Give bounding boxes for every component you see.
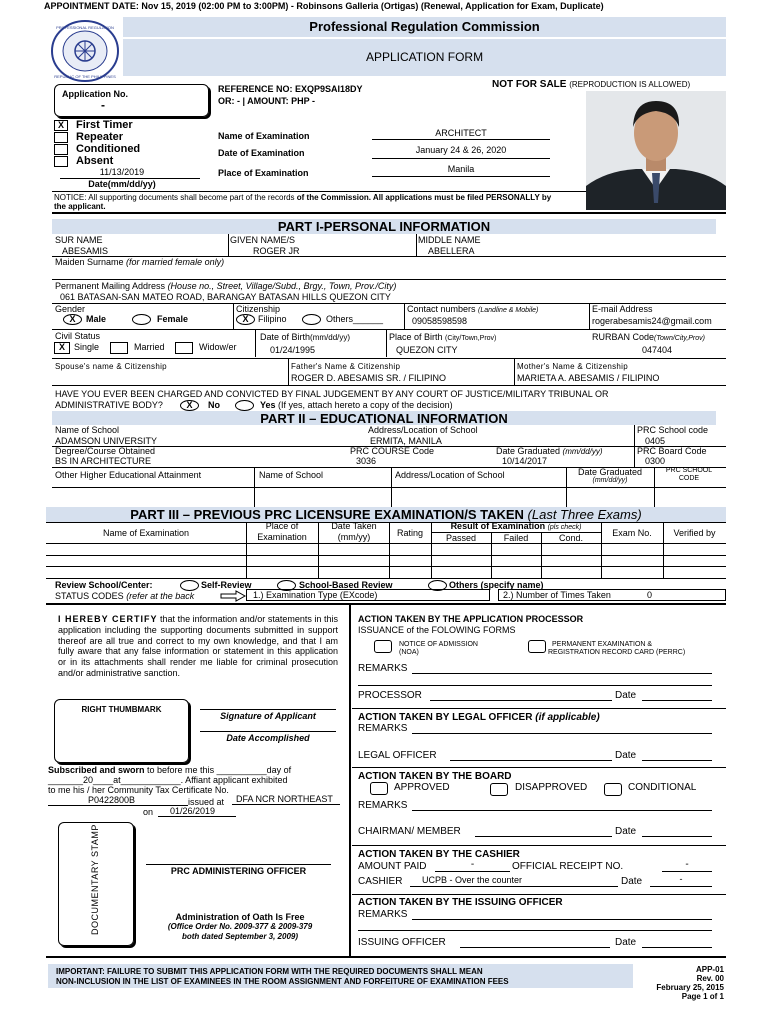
- absent-checkbox[interactable]: [54, 156, 68, 167]
- charged-question-2: ADMINISTRATIVE BODY?: [55, 400, 163, 410]
- part3-title: PART III – PREVIOUS PRC LICENSURE EXAMINATION/S TAKEN (Last Three Exams): [130, 507, 642, 522]
- repeater-checkbox[interactable]: [54, 132, 68, 143]
- board-title: ACTION TAKEN BY THE BOARD: [358, 771, 512, 782]
- on-label: on: [143, 807, 154, 817]
- reproduction-note: (REPRODUCTION IS ALLOWED): [569, 80, 691, 89]
- email-label: E-mail Address: [592, 304, 653, 314]
- charged-question-1: HAVE YOU EVER BEEN CHARGED AND CONVICTED BY FINAL JUDGEMENT BY ANY COURT OF JUSTICE/MILITARY TRIBUNAL OR: [55, 389, 609, 399]
- maiden-surname-label: Maiden Surname (for married female only): [55, 257, 225, 267]
- male-radio[interactable]: X: [63, 314, 82, 325]
- chairman-label: CHAIRMAN/ MEMBER: [358, 826, 461, 837]
- conditional-checkbox[interactable]: [604, 783, 622, 796]
- amount-paid-value[interactable]: -: [470, 859, 475, 870]
- thumbmark-label: RIGHT THUMBMARK: [81, 705, 162, 714]
- gender-label: Gender: [55, 304, 86, 314]
- mother-label: Mother's Name & Citizenship: [517, 362, 628, 371]
- p3-col-place: Place of Examination: [257, 521, 307, 542]
- school-label: Name of School: [55, 425, 120, 435]
- documentary-stamp-box: [58, 822, 134, 946]
- prc-seal-icon: [50, 20, 120, 82]
- status-date-label: Date(mm/dd/yy): [88, 179, 156, 189]
- self-review-radio[interactable]: [180, 580, 199, 591]
- exam-place-value[interactable]: Manila: [447, 164, 475, 174]
- rurban-label: RURBAN Code(Town/City,Prov): [592, 332, 705, 342]
- issuing-officer-label: ISSUING OFFICER: [358, 937, 446, 948]
- noa-label: NOTICE OF ADMISSION: [399, 641, 478, 648]
- cashier-label: CASHIER: [358, 876, 403, 887]
- school-code-value[interactable]: 0405: [645, 436, 666, 446]
- charged-no-label: No: [208, 400, 220, 410]
- approved-checkbox[interactable]: [370, 782, 388, 795]
- issuing-remarks-label: REMARKS: [358, 909, 408, 920]
- degree-label: Degree/Course Obtained: [55, 446, 156, 456]
- others-citizenship-label: Others______: [326, 314, 384, 324]
- thumbmark-box[interactable]: [54, 699, 189, 763]
- svg-text:PROFESSIONAL REGULATION: PROFESSIONAL REGULATION: [56, 25, 114, 30]
- board-code-label: PRC Board Code: [637, 446, 707, 456]
- exam-place-label: Place of Examination: [218, 168, 309, 178]
- surname-label: SUR NAME: [55, 235, 103, 245]
- given-name-value[interactable]: ROGER JR: [253, 246, 300, 256]
- p3-col-name: Name of Examination: [102, 528, 190, 538]
- school-value[interactable]: ADAMSON UNIVERSITY: [55, 436, 158, 446]
- self-review-label: Self-Review: [201, 580, 252, 590]
- form-date: February 25, 2015: [656, 983, 724, 992]
- not-for-sale: NOT FOR SALE: [492, 79, 567, 90]
- important-line2: NON-INCLUSION IN THE LIST OF EXAMINEES IN THE ROOM ASSIGNMENT AND FORFEITURE OF EXAMINATION FEES: [56, 977, 509, 986]
- degree-value[interactable]: BS IN ARCHITECTURE: [55, 456, 152, 466]
- review-label: Review School/Center:: [55, 580, 153, 590]
- exam-type-box[interactable]: 1.) Examination Type (EXcode): [246, 589, 490, 601]
- other-school-label: Name of School: [259, 470, 324, 480]
- school-code-label: PRC School code: [637, 425, 709, 435]
- male-label: Male: [86, 314, 107, 324]
- oath-free-label: Administration of Oath Is Free: [175, 912, 305, 922]
- processor-label: PROCESSOR: [358, 690, 422, 701]
- course-code-label: PRC COURSE Code: [350, 446, 435, 456]
- exam-name-label: Name of Examination: [218, 131, 310, 141]
- noa-sub: (NOA): [399, 649, 419, 656]
- disapproved-checkbox[interactable]: [490, 783, 508, 796]
- form-rev: Rev. 00: [696, 974, 724, 983]
- ctc-number[interactable]: P0422800B: [88, 795, 136, 805]
- date-accomplished-label: Date Accomplished: [226, 733, 310, 743]
- other-code-label: PRC SCHOOL CODE: [665, 467, 713, 482]
- arrow-right-icon: [220, 590, 246, 602]
- widow-label: Widow/er: [199, 342, 237, 352]
- exam-date-label: Date of Examination: [218, 148, 305, 158]
- course-code-value[interactable]: 3036: [356, 456, 377, 466]
- surname-value[interactable]: ABESAMIS: [62, 246, 109, 256]
- form-code: APP-01: [695, 965, 724, 974]
- first-timer-label: First Timer: [76, 119, 133, 131]
- subscribed-line3: to me his / her Community Tax Certificate No.: [48, 785, 229, 795]
- office-order-label: (Office Order No. 2009-377 & 2009-379: [167, 922, 313, 931]
- notice-text: NOTICE: All supporting documents shall become part of the records of the Commission. All applications must be filed PERSONALLY by the applicant.: [54, 193, 552, 212]
- board-code-value[interactable]: 0300: [645, 456, 666, 466]
- svg-text:REPUBLIC OF THE PHILIPPINES: REPUBLIC OF THE PHILIPPINES: [54, 74, 116, 79]
- cashier-date-value[interactable]: -: [679, 874, 683, 884]
- important-line1: IMPORTANT: FAILURE TO SUBMIT THIS APPLICATION FORM WITH THE REQUIRED DOCUMENTS SHALL MEAN: [56, 967, 483, 976]
- subscribed-line2: _______20____at____________. Affiant applicant exhibited: [48, 775, 288, 785]
- p3-col-examno: Exam No.: [612, 528, 652, 538]
- contact-label: Contact numbers (Landline & Mobile): [407, 304, 539, 314]
- pob-value[interactable]: QUEZON CITY: [396, 345, 458, 355]
- filipino-label: Filipino: [258, 314, 287, 324]
- applicant-portrait-icon: [586, 91, 726, 210]
- form-title: APPLICATION FORM: [365, 50, 484, 64]
- form-page: Page 1 of 1: [681, 992, 724, 1001]
- official-receipt-value[interactable]: -: [685, 859, 689, 870]
- subscribed-line1: Subscribed and sworn to before me this __________day of: [48, 765, 292, 775]
- important-notice-box: [48, 964, 633, 988]
- citizenship-label: Citizenship: [236, 304, 281, 314]
- p3-col-rating: Rating: [396, 528, 423, 538]
- other-grad-label: Date Graduated: [577, 467, 643, 477]
- cashier-title: ACTION TAKEN BY THE CASHIER: [358, 849, 520, 860]
- or-amount: OR: - | AMOUNT: PHP -: [218, 96, 316, 106]
- cashier-date-label: Date: [621, 876, 643, 887]
- father-value[interactable]: ROGER D. ABESAMIS SR. / FILIPINO: [291, 373, 447, 383]
- address-label: Permanent Mailing Address (House no., Street, Village/Subd., Brgy., Town, Prov./City): [55, 281, 397, 291]
- status-date: 11/13/2019: [99, 167, 145, 177]
- issued-at-label: issued at: [188, 797, 225, 807]
- part2-title: PART II – EDUCATIONAL INFORMATION: [260, 411, 508, 426]
- p3-col-date: Date Taken (mm/yy): [331, 521, 377, 542]
- dob-label: Date of Birth(mm/dd/yy): [260, 332, 351, 342]
- approved-label: APPROVED: [394, 782, 450, 793]
- both-dated-label: both dated September 3, 2009): [181, 932, 299, 941]
- p3-col-passed: Passed: [445, 533, 477, 543]
- other-education-label: Other Higher Educational Attainment: [55, 470, 202, 480]
- school-address-label: Address/Location of School: [368, 425, 478, 435]
- exam-name-value[interactable]: ARCHITECT: [435, 128, 487, 138]
- p3-col-failed: Failed: [503, 533, 529, 543]
- amount-paid-label: AMOUNT PAID: [358, 861, 427, 872]
- repeater-label: Repeater: [76, 131, 124, 143]
- issued-at-value[interactable]: DFA NCR NORTHEAST: [236, 794, 333, 804]
- issuance-label: ISSUANCE of the FOLOWING FORMS: [358, 625, 516, 635]
- charged-no-radio[interactable]: X: [180, 400, 199, 411]
- legal-officer-label: LEGAL OFFICER: [358, 750, 437, 761]
- processor-remarks-label: REMARKS: [358, 663, 408, 674]
- issuing-date-label: Date: [615, 937, 637, 948]
- rurban-value[interactable]: 047404: [642, 345, 673, 355]
- mother-value[interactable]: MARIETA A. ABESAMIS / FILIPINO: [517, 373, 660, 383]
- single-checkbox[interactable]: X: [54, 342, 70, 354]
- exam-date-value[interactable]: January 24 & 26, 2020: [415, 145, 507, 155]
- status-codes-label: STATUS CODES (refer at the back: [55, 591, 195, 601]
- perrc-label: PERMANENT EXAMINATION &: [552, 641, 653, 648]
- legal-date-label: Date: [615, 750, 637, 761]
- reference-no: REFERENCE NO: EXQP9SAI18DY: [218, 84, 363, 94]
- application-no-value: -: [101, 98, 105, 112]
- disapproved-label: DISAPPROVED: [515, 782, 588, 793]
- conditioned-checkbox[interactable]: [54, 144, 68, 155]
- email-value[interactable]: rogerabesamis24@gmail.com: [592, 316, 712, 326]
- perrc-checkbox[interactable]: [528, 640, 546, 653]
- certify-text: I HEREBY CERTIFY that the information and/or statements in this application including the supporting documents submitted in support thereof are all true and correct to my own knowledge, and that I am fully aware that any false information or statement in this application or in its attachments shall render me liable for criminal prosecution and/or administrative sanction.: [58, 614, 338, 678]
- conditional-label: CONDITIONAL: [628, 782, 697, 793]
- female-label: Female: [157, 314, 189, 324]
- spouse-label: Spouse's name & Citizenship: [55, 362, 167, 371]
- middle-name-label: MIDDLE NAME: [418, 235, 481, 245]
- middle-name-value[interactable]: ABELLERA: [428, 246, 475, 256]
- single-label: Single: [74, 342, 100, 352]
- school-address-value[interactable]: ERMITA, MANILA: [370, 436, 442, 446]
- issuing-title: ACTION TAKEN BY THE ISSUING OFFICER: [358, 897, 563, 908]
- p3-col-cond: Cond.: [558, 533, 584, 543]
- documentary-stamp-label: DOCUMENTARY STAMP: [90, 824, 100, 935]
- given-name-label: GIVEN NAME/S: [230, 235, 296, 245]
- grad-date-value[interactable]: 10/14/2017: [502, 456, 548, 466]
- other-grad-note: (mm/dd/yy): [592, 477, 628, 484]
- legal-remarks-label: REMARKS: [358, 723, 408, 734]
- others-citizenship-radio[interactable]: [302, 314, 321, 325]
- contact-value[interactable]: 09058598598: [412, 316, 468, 326]
- school-based-label: School-Based Review: [299, 580, 393, 590]
- charged-yes-label: Yes (If yes, attach hereto a copy of the decision): [260, 400, 453, 410]
- official-receipt-label: OFFICIAL RECEIPT NO.: [512, 861, 624, 872]
- others-review-label: Others (specify name): [449, 580, 544, 590]
- commission-title: Professional Regulation Commission: [309, 19, 540, 34]
- conditioned-label: Conditioned: [76, 143, 141, 155]
- married-label: Married: [134, 342, 165, 352]
- cashier-value[interactable]: UCPB - Over the counter: [422, 875, 523, 885]
- married-checkbox[interactable]: [110, 342, 128, 354]
- civil-status-label: Civil Status: [55, 331, 101, 341]
- other-address-label: Address/Location of School: [395, 470, 505, 480]
- signature-label: Signature of Applicant: [220, 711, 316, 721]
- processor-date-label: Date: [615, 690, 637, 701]
- p3-col-result: Result of Examination (pls check): [450, 521, 582, 531]
- processor-title: ACTION TAKEN BY THE APPLICATION PROCESSOR: [358, 614, 584, 624]
- chairman-date-label: Date: [615, 826, 637, 837]
- dob-value[interactable]: 01/24/1995: [270, 345, 316, 355]
- pob-label: Place of Birth (City/Town,Prov): [389, 332, 497, 342]
- filipino-radio[interactable]: X: [236, 314, 255, 325]
- female-radio[interactable]: [132, 314, 151, 325]
- part1-title: PART I-PERSONAL INFORMATION: [277, 219, 491, 234]
- p3-col-verified: Verified by: [673, 528, 716, 538]
- absent-label: Absent: [76, 155, 114, 167]
- application-no-box: [54, 84, 209, 117]
- appointment-banner: APPOINTMENT DATE: Nov 15, 2019 (02:00 PM to 3:00PM) - Robinsons Galleria (Ortigas) (Renewal, Application for Exam, Duplicate): [44, 1, 604, 11]
- prc-officer-label: PRC ADMINISTERING OFFICER: [170, 866, 307, 876]
- on-value[interactable]: 01/26/2019: [170, 806, 216, 816]
- noa-checkbox[interactable]: [374, 640, 392, 653]
- perrc-sub: REGISTRATION RECORD CARD (PERRC): [548, 649, 686, 656]
- applicant-photo: [586, 91, 726, 210]
- board-remarks-label: REMARKS: [358, 800, 408, 811]
- times-taken-box[interactable]: 2.) Number of Times Taken 0: [498, 589, 726, 601]
- first-timer-checkbox[interactable]: X: [54, 120, 68, 131]
- father-label: Father's Name & Citizenship: [291, 362, 401, 371]
- charged-yes-radio[interactable]: [235, 400, 254, 411]
- legal-title: ACTION TAKEN BY LEGAL OFFICER (if applicable): [358, 712, 600, 723]
- widow-checkbox[interactable]: [175, 342, 193, 354]
- address-value[interactable]: 061 BATASAN-SAN MATEO ROAD, BARANGAY BATASAN HILLS QUEZON CITY: [60, 292, 391, 302]
- application-no-label: Application No.: [62, 89, 128, 99]
- grad-date-label: Date Graduated (mm/dd/yy): [496, 446, 603, 456]
